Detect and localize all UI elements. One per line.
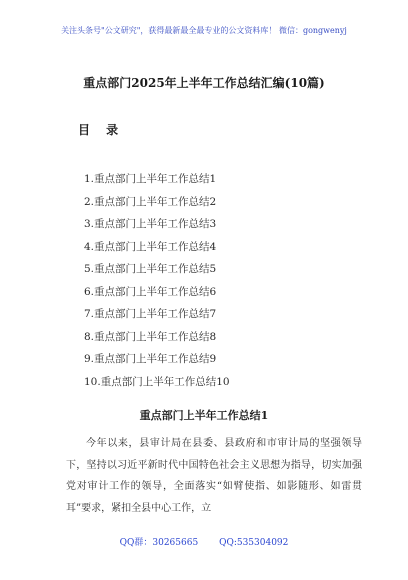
toc-item-4: 4.重点部门上半年工作总结4 xyxy=(84,240,217,253)
toc-item-9: 9.重点部门上半年工作总结9 xyxy=(84,353,217,365)
header-banner: 关注头条号"公文研究"，获得最新最全最专业的公文资料库！ 微信：gongwenyj xyxy=(61,26,347,35)
toc-item-8: 8.重点部门上半年工作总结8 xyxy=(84,330,217,343)
body-paragraph: 今年以来，县审计局在县委、县政府和市审计局的坚强领导下，坚持以习近平新时代中国特色社会主义思想为指导，切实加强党对审计工作的领导，全面落实“如臂使指、如影随形、如雷贯耳”要求，紧扣全县中心工作，立 xyxy=(66,438,362,514)
toc-item-6: 6.重点部门上半年工作总结6 xyxy=(84,285,217,298)
document-title: 重点部门2025年上半年工作总结汇编(10篇) xyxy=(83,76,325,90)
toc-item-3: 3.重点部门上半年工作总结3 xyxy=(84,218,217,230)
toc-heading: 目 录 xyxy=(78,123,125,137)
toc-item-5: 5.重点部门上半年工作总结5 xyxy=(84,263,217,275)
footer-contact xyxy=(0,535,408,548)
toc-item-7: 7.重点部门上半年工作总结7 xyxy=(84,308,217,320)
toc-item-2: 2.重点部门上半年工作总结2 xyxy=(84,195,217,208)
footer-qq-group: QQ群：30265665 xyxy=(119,538,199,548)
footer-qq-number: QQ:535304092 xyxy=(219,538,289,548)
table-of-contents xyxy=(84,172,230,397)
toc-item-10: 10.重点部门上半年工作总结10 xyxy=(84,375,230,388)
toc-item-1: 1.重点部门上半年工作总结1 xyxy=(84,173,217,185)
section-title: 重点部门上半年工作总结1 xyxy=(139,409,269,422)
